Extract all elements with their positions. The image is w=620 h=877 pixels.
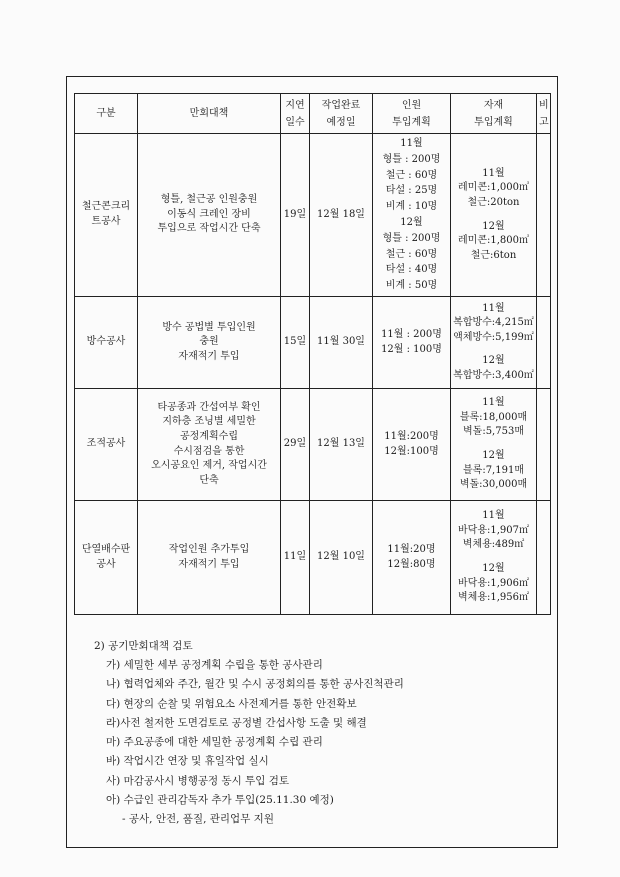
table-row [75, 134, 551, 297]
header-materials-plan: 자재 투입계획 [451, 94, 537, 134]
remarks-cell [537, 297, 551, 389]
table-header-row [75, 94, 551, 134]
list-item: 가) 세밀한 세부 공정계획 수립을 통한 공사관리 [106, 659, 323, 671]
completion-cell: 12월 13일 [310, 389, 373, 501]
delay-cell: 19일 [281, 134, 310, 297]
list-item: 사) 마감공사시 병행공정 동시 투입 검토 [106, 774, 290, 787]
personnel-cell: 11월:20명 12월:80명 [373, 501, 451, 615]
list-item: 아) 수급인 관리감독자 추가 투입(25.11.30 예정) [106, 794, 334, 807]
list-item: 다) 현장의 순찰 및 위험요소 사전제거를 통한 안전확보 [106, 697, 357, 710]
header-category: 구분 [75, 94, 138, 134]
personnel-cell: 11월 형틀 : 200명 철근 : 60명 타설 : 25명 비계 : 10명 12월 형틀 : 200명 철근 : 60명 타설 : 40명 비계 : 50명 [373, 134, 451, 297]
header-measures: 만회대책 [138, 94, 281, 134]
delay-cell: 15일 [281, 297, 310, 389]
completion-cell: 12월 18일 [310, 134, 373, 297]
measures-cell: 형틀, 철근공 인원충원 이동식 크레인 장비 투입으로 작업시간 단축 [138, 134, 281, 297]
list-item: 라)사전 철저한 도면검토로 공정별 간섭사항 도출 및 해결 [106, 716, 367, 729]
delay-cell: 11일 [281, 501, 310, 615]
materials-cell: 11월 레미콘:1,000㎥ 철근:20ton 12월 레미콘:1,800㎥ 철근:6ton [451, 134, 537, 297]
personnel-cell: 11월 : 200명 12월 : 100명 [373, 297, 451, 389]
remarks-cell [537, 501, 551, 615]
section-heading: 2) 공기만회대책 검토 [94, 640, 193, 652]
table-row [75, 501, 551, 615]
header-delay-days: 지연 일수 [281, 94, 310, 134]
personnel-cell: 11월:200명 12월:100명 [373, 389, 451, 501]
category-cell: 방수공사 [75, 297, 138, 389]
table-row [75, 389, 551, 501]
materials-cell: 11월 바닥용:1,907㎡ 벽체용:489㎡ 12월 바닥용:1,906㎡ 벽체용:1,956㎡ [451, 501, 537, 615]
measures-cell: 작업인원 추가투입 자재적기 투입 [138, 501, 281, 615]
completion-cell: 12월 10일 [310, 501, 373, 615]
header-remarks: 비 고 [537, 94, 551, 134]
list-item: 나) 협력업체와 주간, 월간 및 수시 공정회의를 통한 공사진척관리 [106, 678, 404, 691]
delay-recovery-table [74, 93, 551, 615]
category-cell: 철근콘크리 트공사 [75, 134, 138, 297]
delay-cell: 29일 [281, 389, 310, 501]
measures-cell: 타공종과 간섭여부 확인 지하층 조닝별 세밀한 공정계획수립 수시점검을 통한 오시공요인 제거, 작업시간 단축 [138, 389, 281, 501]
list-item: 마) 주요공종에 대한 세밀한 공정계획 수립 관리 [106, 736, 323, 749]
materials-cell: 11월 블록:18,000매 벽돌:5,753매 12월 블록:7,191매 벽돌:30,000매 [451, 389, 537, 501]
header-personnel-plan: 인원 투입계획 [373, 94, 451, 134]
header-completion-date: 작업완료 예정일 [310, 94, 373, 134]
remarks-cell [537, 134, 551, 297]
category-cell: 단열배수판 공사 [75, 501, 138, 615]
list-item: 바) 작업시간 연장 및 휴일작업 실시 [106, 755, 269, 768]
table-row [75, 297, 551, 389]
measures-cell: 방수 공법별 투입인원 충원 자재적기 투입 [138, 297, 281, 389]
materials-cell: 11월 복합방수:4,215㎡ 액체방수:5,199㎡ 12월 복합방수:3,400㎡ [451, 297, 537, 389]
sub-list-item: - 공사, 안전, 품질, 관리업무 지원 [122, 813, 274, 826]
category-cell: 조적공사 [75, 389, 138, 501]
recovery-review-section [94, 636, 544, 829]
remarks-cell [537, 389, 551, 501]
completion-cell: 11월 30일 [310, 297, 373, 389]
